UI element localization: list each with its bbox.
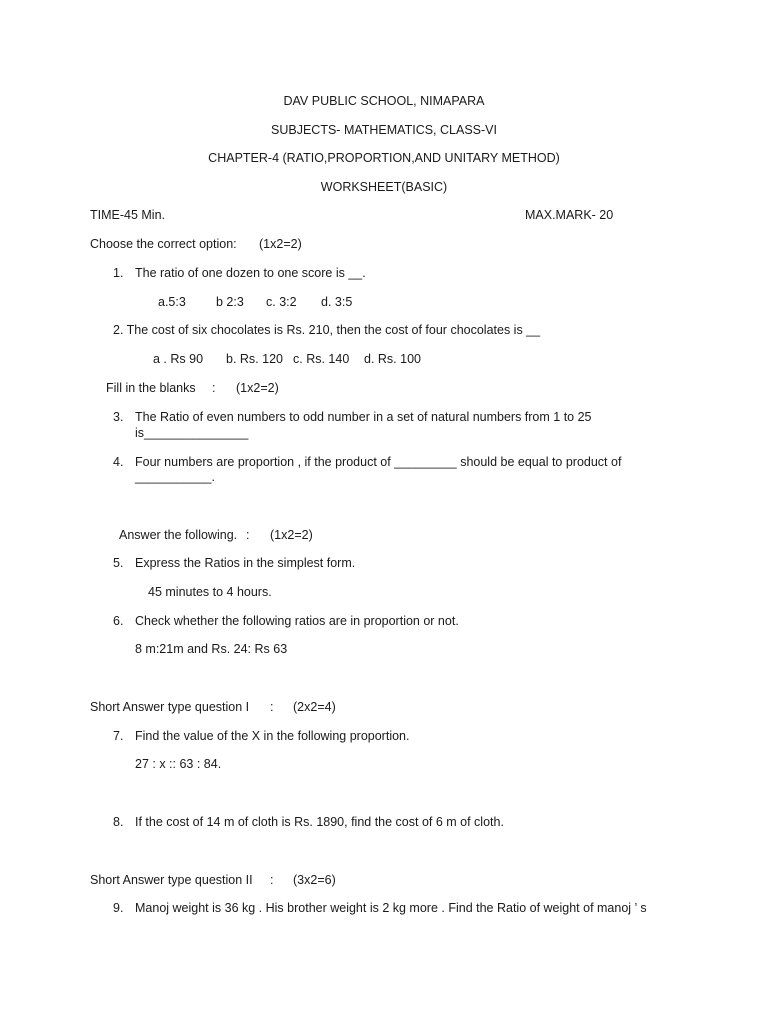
q9-text: Manoj weight is 36 kg . His brother weight is 2 kg more . Find the Ratio of weight of manoj ’ s	[135, 901, 647, 915]
chapter-title: CHAPTER-4 (RATIO,PROPORTION,AND UNITARY METHOD)	[208, 151, 560, 165]
short2-section-marks: (3x2=6)	[293, 873, 336, 887]
fill-section-marks: (1x2=2)	[236, 381, 279, 395]
worksheet-title: WORKSHEET(BASIC)	[320, 180, 448, 194]
fill-section-title: Fill in the blanks	[106, 381, 196, 395]
q1-text: The ratio of one dozen to one score is __.	[135, 266, 366, 280]
time-label: TIME-45 Min.	[90, 208, 166, 222]
answer-section-marks: (1x2=2)	[270, 528, 313, 542]
q4-number: 4.	[113, 455, 124, 469]
mcq-section-marks: (1x2=2)	[259, 237, 302, 251]
q5-number: 5.	[113, 556, 124, 570]
q6-number: 6.	[113, 614, 124, 628]
q3-number: 3.	[113, 410, 124, 424]
q9-number: 9.	[113, 901, 124, 915]
q2-text: 2. The cost of six chocolates is Rs. 210, then the cost of four chocolates is __	[113, 323, 541, 337]
q1-option-a: a.5:3	[158, 295, 186, 309]
q2-option-b: b. Rs. 120	[226, 352, 283, 366]
q2-option-d: d. Rs. 100	[364, 352, 421, 366]
q2-option-a: a . Rs 90	[153, 352, 204, 366]
q1-option-b: b 2:3	[216, 295, 244, 309]
mcq-section-title: Choose the correct option:	[90, 237, 237, 251]
q7-sub: 27 : x :: 63 : 84.	[135, 757, 222, 771]
q1-number: 1.	[113, 266, 124, 280]
q7-number: 7.	[113, 729, 124, 743]
q5-sub: 45 minutes to 4 hours.	[148, 585, 272, 599]
q3-line1: The Ratio of even numbers to odd number in a set of natural numbers from 1 to 25	[135, 410, 592, 424]
short2-section-colon: :	[270, 873, 274, 887]
short1-section-colon: :	[270, 700, 274, 714]
q8-number: 8.	[113, 815, 124, 829]
answer-section-title: Answer the following.	[119, 528, 238, 542]
q1-option-c: c. 3:2	[266, 295, 297, 309]
q2-option-c: c. Rs. 140	[293, 352, 350, 366]
short1-section-title: Short Answer type question I	[90, 700, 250, 714]
q5-text: Express the Ratios in the simplest form.	[135, 556, 356, 570]
subject-line: SUBJECTS- MATHEMATICS, CLASS-VI	[271, 123, 497, 137]
answer-section-colon: :	[246, 528, 250, 542]
q6-text: Check whether the following ratios are in proportion or not.	[135, 614, 459, 628]
q4-line1: Four numbers are proportion , if the product of _________ should be equal to product of	[135, 455, 622, 469]
q4-line2: ___________.	[135, 470, 215, 484]
q1-option-d: d. 3:5	[321, 295, 353, 309]
school-name: DAV PUBLIC SCHOOL, NIMAPARA	[283, 94, 485, 108]
fill-section-colon: :	[212, 381, 216, 395]
short2-section-title: Short Answer type question II	[90, 873, 253, 887]
q3-line2: is_______________	[135, 426, 249, 440]
max-mark-label: MAX.MARK- 20	[525, 208, 614, 222]
q6-sub: 8 m:21m and Rs. 24: Rs 63	[135, 642, 288, 656]
short1-section-marks: (2x2=4)	[293, 700, 336, 714]
q7-text: Find the value of the X in the following proportion.	[135, 729, 410, 743]
q8-text: If the cost of 14 m of cloth is Rs. 1890, find the cost of 6 m of cloth.	[135, 815, 504, 829]
